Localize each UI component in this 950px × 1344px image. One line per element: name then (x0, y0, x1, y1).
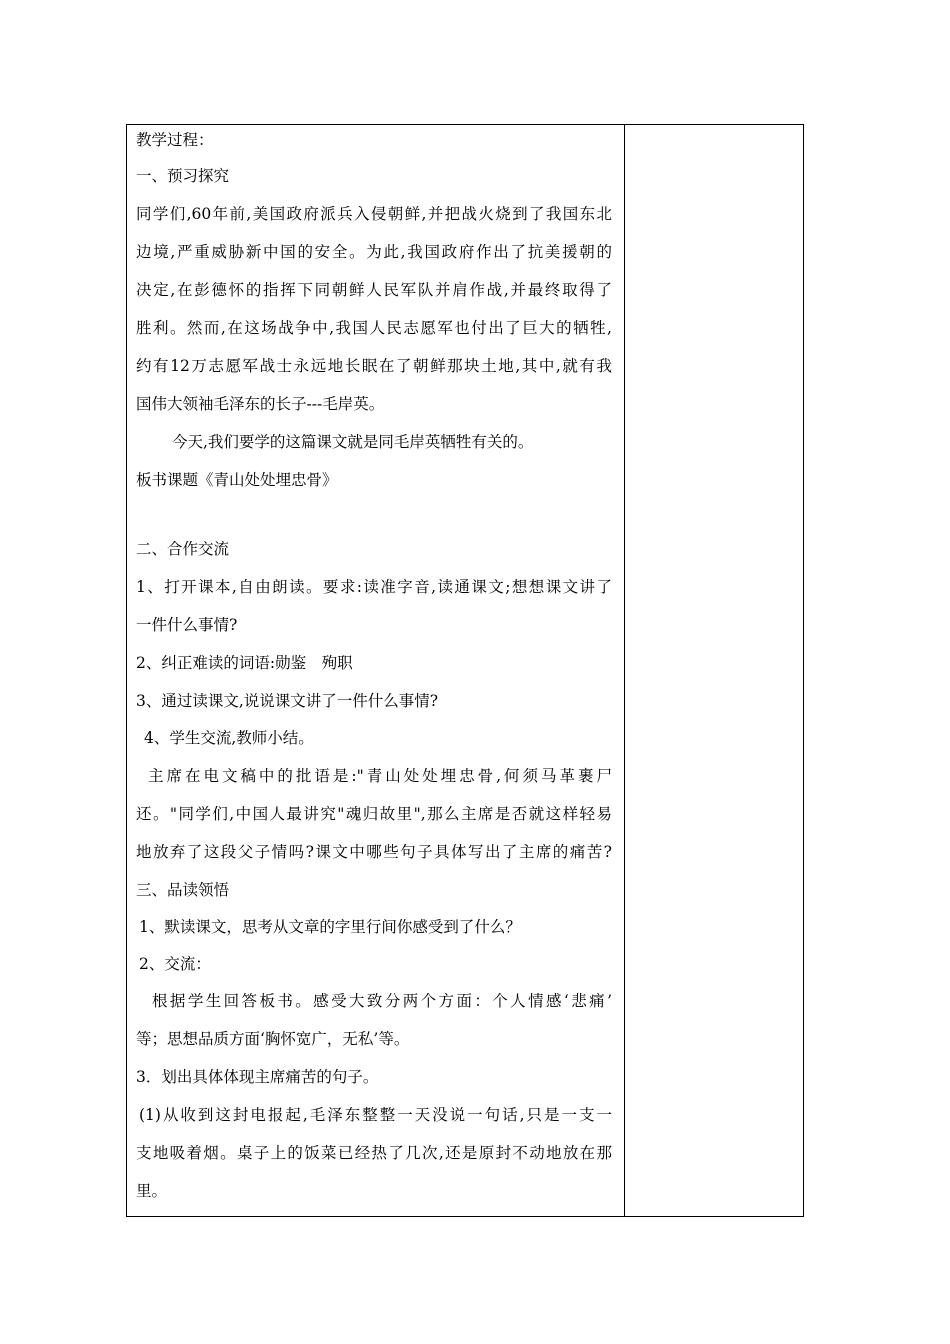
paragraph-line: 等；思想品质方面‘胸怀宽广，无私’等。 (136, 1030, 410, 1048)
lesson-table (126, 124, 804, 1217)
paragraph-line: 2、交流： (139, 955, 211, 973)
paragraph-line: 支地吸着烟。桌子上的饭菜已经热了几次,还是原封不动地放在那 (136, 1144, 612, 1162)
teaching-process-cell (127, 125, 625, 1216)
paragraph-line: 地放弃了这段父子情吗?课文中哪些句子具体写出了主席的痛苦? (136, 843, 612, 861)
paragraph-line: 主席在电文稿中的批语是:"青山处处埋忠骨,何须马革裹尸 (148, 767, 612, 785)
paragraph-line: 一件什么事情? (136, 616, 238, 634)
paragraph-line: 根据学生回答板书。感受大致分两个方面：个人情感‘悲痛’ (152, 992, 612, 1010)
paragraph-line: 1、打开课本,自由朗读。要求:读准字音,读通课文;想想课文讲了 (136, 578, 612, 596)
paragraph-line: 同学们,60年前,美国政府派兵入侵朝鲜,并把战火烧到了我国东北 (136, 205, 612, 223)
paragraph-line: 胜利。然而,在这场战争中,我国人民志愿军也付出了巨大的牺牲, (136, 319, 612, 337)
paragraph-line: 1、默读课文，思考从文章的字里行间你感受到了什么？ (139, 918, 521, 936)
paragraph-line: 3．划出具体体现主席痛苦的句子。 (136, 1068, 379, 1086)
paragraph-line: 4、学生交流,教师小结。 (144, 729, 314, 747)
subsection-heading: 三、品读领悟 (136, 881, 230, 899)
paragraph-line: 今天,我们要学的这篇课文就是同毛岸英牺牲有关的。 (172, 433, 534, 451)
paragraph-line: 国伟大领袖毛泽东的长子---毛岸英。 (136, 395, 385, 413)
paragraph-line: 决定,在彭德怀的指挥下同朝鲜人民军队并肩作战,并最终取得了 (136, 281, 612, 299)
paragraph-line: 约有12万志愿军战士永远地长眠在了朝鲜那块土地,其中,就有我 (136, 357, 612, 375)
paragraph-line: 2、纠正难读的词语:勋鉴 殉职 (136, 654, 353, 672)
paragraph-line: 3、通过读课文,说说课文讲了一件什么事情? (136, 692, 439, 710)
paragraph-line: (1)从收到这封电报起,毛泽东整整一天没说一句话,只是一支一 (139, 1106, 612, 1124)
notes-cell (625, 125, 803, 1216)
paragraph-line: 边境,严重威胁新中国的安全。为此,我国政府作出了抗美援朝的 (136, 243, 612, 261)
paragraph-line: 里。 (136, 1182, 168, 1200)
paragraph-line: 板书课题《青山处处埋忠骨》 (136, 471, 338, 489)
section-heading: 教学过程： (136, 131, 214, 149)
paragraph-line: 还。"同学们,中国人最讲究"魂归故里",那么主席是否就这样轻易 (136, 805, 612, 823)
subsection-heading: 一、预习探究 (136, 167, 230, 185)
subsection-heading: 二、合作交流 (136, 540, 230, 558)
